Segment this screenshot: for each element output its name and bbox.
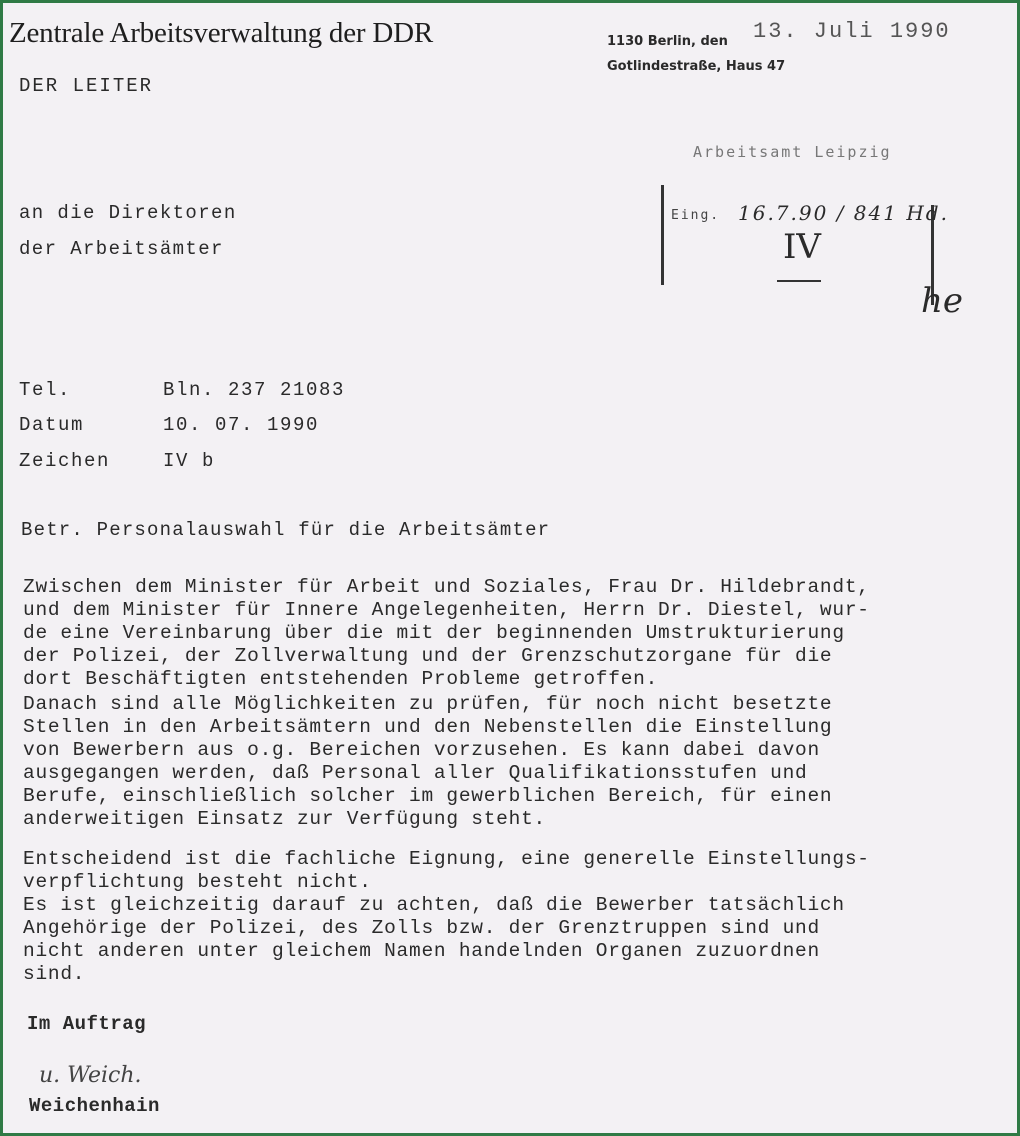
body-line: der Polizei, der Zollverwaltung und der Grenzschutzorgane für die <box>23 645 833 667</box>
body-line: verpflichtung besteht nicht. <box>23 871 372 893</box>
body-line: Stellen in den Arbeitsämtern und den Nebenstellen die Einstellung <box>23 716 833 738</box>
body-line: sind. <box>23 963 86 985</box>
department-label: DER LEITER <box>19 75 154 97</box>
meta-label-datum: Datum <box>19 414 85 436</box>
receipt-stamp <box>653 143 993 343</box>
signer-name: Weichenhain <box>29 1095 160 1117</box>
body-line: Danach sind alle Möglichkeiten zu prüfen, für noch nicht besetzte <box>23 693 833 715</box>
meta-value-datum: 10. 07. 1990 <box>163 414 320 436</box>
closing-phrase: Im Auftrag <box>27 1013 147 1035</box>
body-line: Angehörige der Polizei, des Zolls bzw. der Grenztruppen sind und <box>23 917 820 939</box>
recipient-line-1: an die Direktoren <box>19 202 237 224</box>
stamp-label: Eing. <box>671 208 721 223</box>
routing-underline <box>777 280 821 282</box>
body-line: nicht anderen unter gleichem Namen handelnden Organen zuzuordnen <box>23 940 820 962</box>
signature: u. Weich. <box>39 1063 142 1088</box>
meta-label-tel: Tel. <box>19 379 72 401</box>
stamped-date: 13. Juli 1990 <box>753 19 951 44</box>
letter-page <box>3 3 1017 1133</box>
body-line: von Bewerbern aus o.g. Bereichen vorzusehen. Es kann dabei davon <box>23 739 820 761</box>
meta-value-zeichen: IV b <box>163 450 216 472</box>
recipient-line-2: der Arbeitsämter <box>19 238 224 260</box>
organization-title: Zentrale Arbeitsverwaltung der DDR <box>9 17 434 49</box>
body-line: de eine Vereinbarung über die mit der beginnenden Umstrukturierung <box>23 622 845 644</box>
routing-mark: IV <box>783 227 821 267</box>
initials: he <box>921 281 964 321</box>
stamp-left-bar <box>661 185 664 285</box>
meta-label-zeichen: Zeichen <box>19 450 111 472</box>
stamp-header: Arbeitsamt Leipzig <box>693 143 892 161</box>
body-line: ausgegangen werden, daß Personal aller Qualifikationsstufen und <box>23 762 808 784</box>
subject-line: Betr. Personalauswahl für die Arbeitsämter <box>21 519 551 541</box>
meta-value-tel: Bln. 237 21083 <box>163 379 346 401</box>
body-line: und dem Minister für Innere Angelegenheiten, Herrn Dr. Diestel, wur- <box>23 599 870 621</box>
body-line: Zwischen dem Minister für Arbeit und Soziales, Frau Dr. Hildebrandt, <box>23 576 870 598</box>
stamp-entry: 16.7.90 / 841 Hd. <box>738 201 949 225</box>
body-line: dort Beschäftigten entstehenden Probleme getroffen. <box>23 668 659 690</box>
address-city-prefix: 1130 Berlin, den <box>607 34 728 49</box>
body-line: Entscheidend ist die fachliche Eignung, eine generelle Einstellungs- <box>23 848 870 870</box>
body-line: Es ist gleichzeitig darauf zu achten, daß die Bewerber tatsächlich <box>23 894 845 916</box>
body-line: Berufe, einschließlich solcher im gewerblichen Bereich, für einen <box>23 785 833 807</box>
body-line: anderweitigen Einsatz zur Verfügung steht. <box>23 808 546 830</box>
address-street: Gotlindestraße, Haus 47 <box>607 59 786 74</box>
